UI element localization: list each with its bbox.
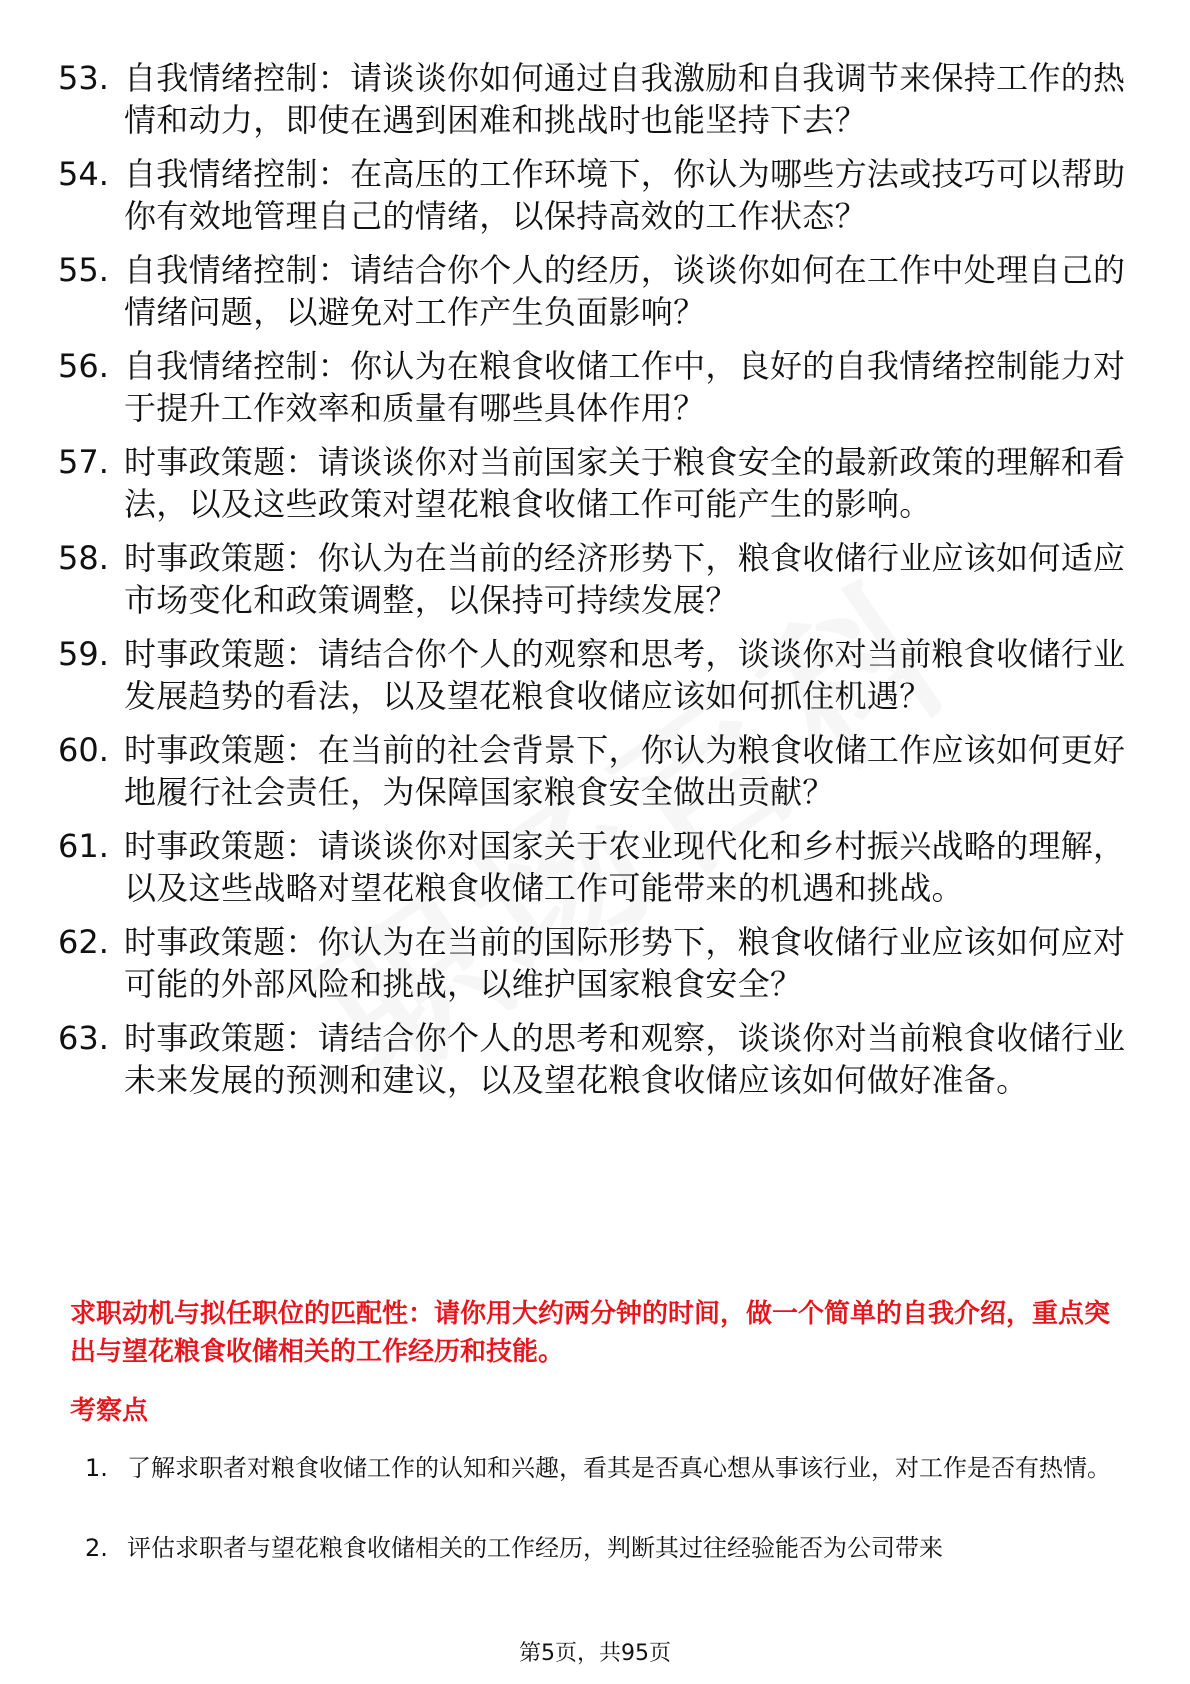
question-text: 时事政策题：请结合你个人的观察和思考，谈谈你对当前粮食收储行业发展趋势的看法，以及望花粮食收储应该如何抓住机遇？ xyxy=(124,635,1126,715)
question-text: 时事政策题：你认为在当前的国际形势下，粮食收储行业应该如何应对可能的外部风险和挑战，以维护国家粮食安全？ xyxy=(124,923,1126,1003)
question-text: 自我情绪控制：请谈谈你如何通过自我激励和自我调节来保持工作的热情和动力，即使在遇到困难和挑战时也能坚持下去？ xyxy=(124,59,1126,139)
question-number: 61. xyxy=(58,827,109,865)
question-item xyxy=(58,825,1138,909)
question-item xyxy=(58,729,1138,813)
list-item xyxy=(85,1436,1130,1500)
question-text: 自我情绪控制：你认为在粮食收储工作中，良好的自我情绪控制能力对于提升工作效率和质量有哪些具体作用？ xyxy=(124,347,1126,427)
question-item xyxy=(58,441,1138,525)
page-footer: 第5页，共95页 xyxy=(519,1641,671,1666)
assessment-points-list xyxy=(85,1436,1130,1596)
question-number: 63. xyxy=(58,1019,109,1057)
question-item xyxy=(58,249,1138,333)
question-text: 自我情绪控制：在高压的工作环境下，你认为哪些方法或技巧可以帮助你有效地管理自己的情绪，以保持高效的工作状态？ xyxy=(124,155,1126,235)
question-number: 62. xyxy=(58,923,109,961)
list-item-number: 1. xyxy=(85,1454,108,1482)
assessment-points-heading: 考察点 xyxy=(70,1396,149,1426)
question-number: 59. xyxy=(58,635,109,673)
question-number: 57. xyxy=(58,443,109,481)
list-item-number: 2. xyxy=(85,1534,108,1562)
question-item xyxy=(58,633,1138,717)
question-item xyxy=(58,57,1138,141)
question-list xyxy=(58,57,1138,1113)
list-item-text: 了解求职者对粮食收储工作的认知和兴趣，看其是否真心想从事该行业，对工作是否有热情。 xyxy=(127,1454,1111,1482)
question-item xyxy=(58,921,1138,1005)
section-heading: 求职动机与拟任职位的匹配性：请你用大约两分钟的时间，做一个简单的自我介绍，重点突出与望花粮食收储相关的工作经历和技能。 xyxy=(70,1299,1111,1367)
question-text: 自我情绪控制：请结合你个人的经历，谈谈你如何在工作中处理自己的情绪问题，以避免对工作产生负面影响？ xyxy=(124,251,1126,331)
question-number: 58. xyxy=(58,539,109,577)
question-text: 时事政策题：请谈谈你对当前国家关于粮食安全的最新政策的理解和看法，以及这些政策对望花粮食收储工作可能产生的影响。 xyxy=(124,443,1126,523)
question-item xyxy=(58,345,1138,429)
question-number: 54. xyxy=(58,155,109,193)
list-item xyxy=(85,1516,1130,1580)
list-item-text: 评估求职者与望花粮食收储相关的工作经历，判断其过往经验能否为公司带来 xyxy=(127,1534,943,1562)
question-text: 时事政策题：请谈谈你对国家关于农业现代化和乡村振兴战略的理解，以及这些战略对望花粮食收储工作可能带来的机遇和挑战。 xyxy=(124,827,1126,907)
question-text: 时事政策题：请结合你个人的思考和观察，谈谈你对当前粮食收储行业未来发展的预测和建议，以及望花粮食收储应该如何做好准备。 xyxy=(124,1019,1126,1099)
question-item xyxy=(58,1017,1138,1101)
question-number: 53. xyxy=(58,59,109,97)
question-number: 60. xyxy=(58,731,109,769)
question-item xyxy=(58,537,1138,621)
question-item xyxy=(58,153,1138,237)
question-number: 56. xyxy=(58,347,109,385)
question-number: 55. xyxy=(58,251,109,289)
question-text: 时事政策题：你认为在当前的经济形势下，粮食收储行业应该如何适应市场变化和政策调整，以保持可持续发展？ xyxy=(124,539,1126,619)
question-text: 时事政策题：在当前的社会背景下，你认为粮食收储工作应该如何更好地履行社会责任，为保障国家粮食安全做出贡献？ xyxy=(124,731,1126,811)
